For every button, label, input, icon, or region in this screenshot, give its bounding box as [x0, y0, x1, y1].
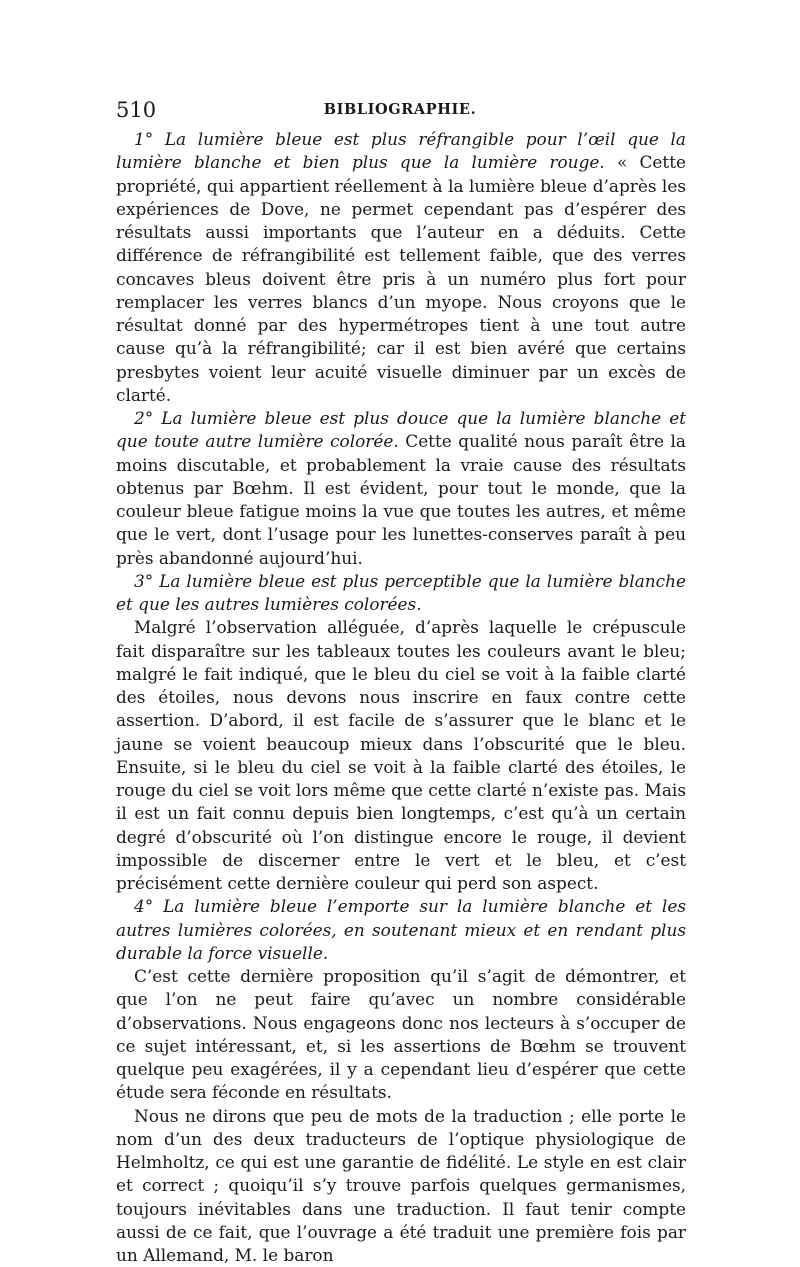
- paragraph-4: [116, 616, 686, 895]
- paragraph-6-text: C’est cette dernière proposition qu’il s’agit de démontrer, et que l’on ne peut faire qu’avec un nombre considérable d’observations. Nous engageons donc nos lecteurs à s’occuper de ce sujet intéressant, et, si les assertions de Bœhm se trouvent quelque peu exagérées, il y a cependant lieu d’espérer que cette étude sera féconde en résultats.: [116, 966, 686, 1102]
- paragraph-4-text: Malgré l’observation alléguée, d’après laquelle le crépuscule fait disparaître sur les tableaux toutes les couleurs avant le bleu; malgré le fait indiqué, que le bleu du ciel se voit à la faible clarté des étoiles, nous devons nous inscrire en faux contre cette assertion. D’abord, il est facile de s’assurer que le blanc et le jaune se voient beaucoup mieux dans l’obscurité que le bleu. Ensuite, si le bleu du ciel se voit à la faible clarté des étoiles, le rouge du ciel se voit lors même que cette clarté n’existe pas. Mais il est un fait connu depuis bien longtemps, c’est qu’à un certain degré d’obscurité où l’on distingue encore le rouge, il devient impossible de discerner entre le vert et le bleu, et c’est précisément cette dernière couleur qui perd son aspect.: [116, 617, 686, 893]
- paragraph-7: [116, 1105, 686, 1267]
- running-title: BIBLIOGRAPHIE.: [116, 101, 684, 118]
- paragraph-7-text: Nous ne dirons que peu de mots de la traduction ; elle porte le nom d’un des deux traducteurs de l’optique physiologique de Helmholtz, ce qui est une garantie de fidélité. Le style en est clair et correct ; quoiqu’il s’y trouve parfois quelques germanismes, toujours inévitables dans une traduction. Il faut tenir compte aussi de ce fait, que l’ouvrage a été traduit une première fois par un Allemand, M. le baron: [116, 1106, 686, 1266]
- paragraph-2-text: Cette qualité nous paraît être la moins discutable, et probablement la vraie cause des résultats obtenus par Bœhm. Il est évident, pour tout le monde, que la couleur bleue fatigue moins la vue que toutes les autres, et même que le vert, dont l’usage pour les lunettes-conserves paraît à peu près abandonné aujourd’hui.: [116, 431, 686, 567]
- page-number: 510: [116, 98, 156, 122]
- proposition-4: 4° La lumière bleue l’emporte sur la lumière blanche et les autres lumières colorées, en soutenant mieux et en rendant plus durable la force visuelle.: [116, 896, 686, 963]
- paragraph-1-text: « Cette propriété, qui appartient réellement à la lumière bleue d’après les expériences de Dove, ne permet cependant pas d’espérer des résultats aussi importants que l’auteur en a déduits. Cette différence de réfrangibilité est tellement faible, que des verres concaves bleus doivent être pris à un numéro plus fort pour remplacer les verres blancs d’un myope. Nous croyons que le résultat donné par des hypermétropes tient à une tout autre cause qu’à la réfrangibilité; car il est bien avéré que certains presbytes voient leur acuité visuelle diminuer par un excès de clarté.: [116, 152, 686, 405]
- paragraph-6: [116, 965, 686, 1105]
- proposition-3: 3° La lumière bleue est plus perceptible que la lumière blanche et que les autres lumières colorées.: [116, 571, 686, 614]
- body-text: [116, 128, 686, 1267]
- proposition-1: 1° La lumière bleue est plus réfrangible pour l’œil que la lumière blanche et bien plus que la lumière rouge.: [116, 129, 686, 172]
- paragraph-2: [116, 407, 686, 570]
- page-header: [116, 98, 684, 128]
- paragraph-5: [116, 895, 686, 965]
- paragraph-1: [116, 128, 686, 407]
- paragraph-3: [116, 570, 686, 617]
- proposition-2: 2° La lumière bleue est plus douce que la lumière blanche et que toute autre lumière colorée.: [116, 408, 686, 451]
